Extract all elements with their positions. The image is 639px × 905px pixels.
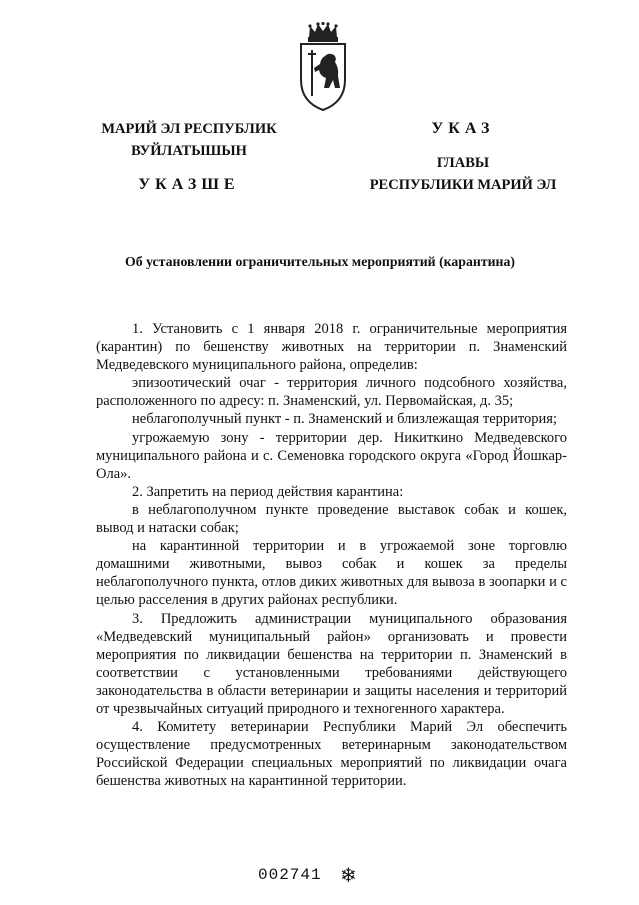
header-left-line1: МАРИЙ ЭЛ РЕСПУБЛИК [101, 121, 277, 137]
paragraph-5: 2. Запретить на период действия карантина: [132, 483, 404, 500]
paragraph-4: угрожаемую зону - территории дер. Никиткино Медведевского муниципального района и с. Семеновка городского округа «Город Йошкар-Ола». [96, 429, 567, 482]
document-title: Об установлении ограничительных мероприятий (карантина) [124, 254, 515, 269]
paragraph-6: в неблагополучном пункте проведение выставок собак и кошек, вывод и натаски собак; [96, 501, 567, 537]
header-left-block [78, 118, 300, 196]
paragraph-9: 4. Комитету ветеринарии Республики Марий Эл обеспечить осуществление предусмотренных ветеринарным законодательством Российской Федерации специальных мероприятий по ликвидации очага бешенства животных на карантинной территории. [96, 719, 567, 790]
snowflake-icon: ❄ [340, 865, 357, 887]
paragraph-8: 3. Предложить администрации муниципального образования «Медведевский муниципальный район» организовать и провести мероприятия по ликвидации бешенства на территории п. Знаменский в соответствии с установленными требованиями действующего законодательства в области ветеринарии и защиты населения и территорий от чрезвычайных ситуаций природного и техногенного характера. [96, 610, 567, 717]
coat-of-arms-bear-icon [296, 22, 350, 112]
header-left-line2: ВУЙЛАТЫШЫН [131, 143, 247, 159]
paragraph-2: эпизоотический очаг - территория личного подсобного хозяйства, расположенного по адресу: п. Знаменский, ул. Первомайская, д. 35; [96, 375, 567, 410]
paragraph-3: неблагополучный пункт - п. Знаменский и близлежащая территория; [132, 411, 557, 428]
header-right-line3: РЕСПУБЛИКИ МАРИЙ ЭЛ [369, 177, 557, 193]
paragraph-7: на карантинной территории и в угрожаемой зоне торговлю домашними животными, вывоз собак и кошек за пределы неблагополучного пункта, отлов диких животных для вывоза в зоопарки и с целью расселения в других районах республики. [96, 538, 567, 609]
header-right-block [344, 118, 582, 196]
header-right-line2: ГЛАВЫ [436, 155, 490, 171]
header-left-line3: УКАЗШЕ [138, 176, 240, 193]
document-body [96, 320, 567, 790]
serial-number: 002741 [258, 866, 322, 884]
header-right-line1: УКАЗ [431, 120, 495, 137]
paragraph-1: 1. Установить с 1 января 2018 г. ограничительные мероприятия (карантин) по бешенству животных на территории п. Знаменский Медведевского муниципального района, определив: [96, 321, 567, 374]
